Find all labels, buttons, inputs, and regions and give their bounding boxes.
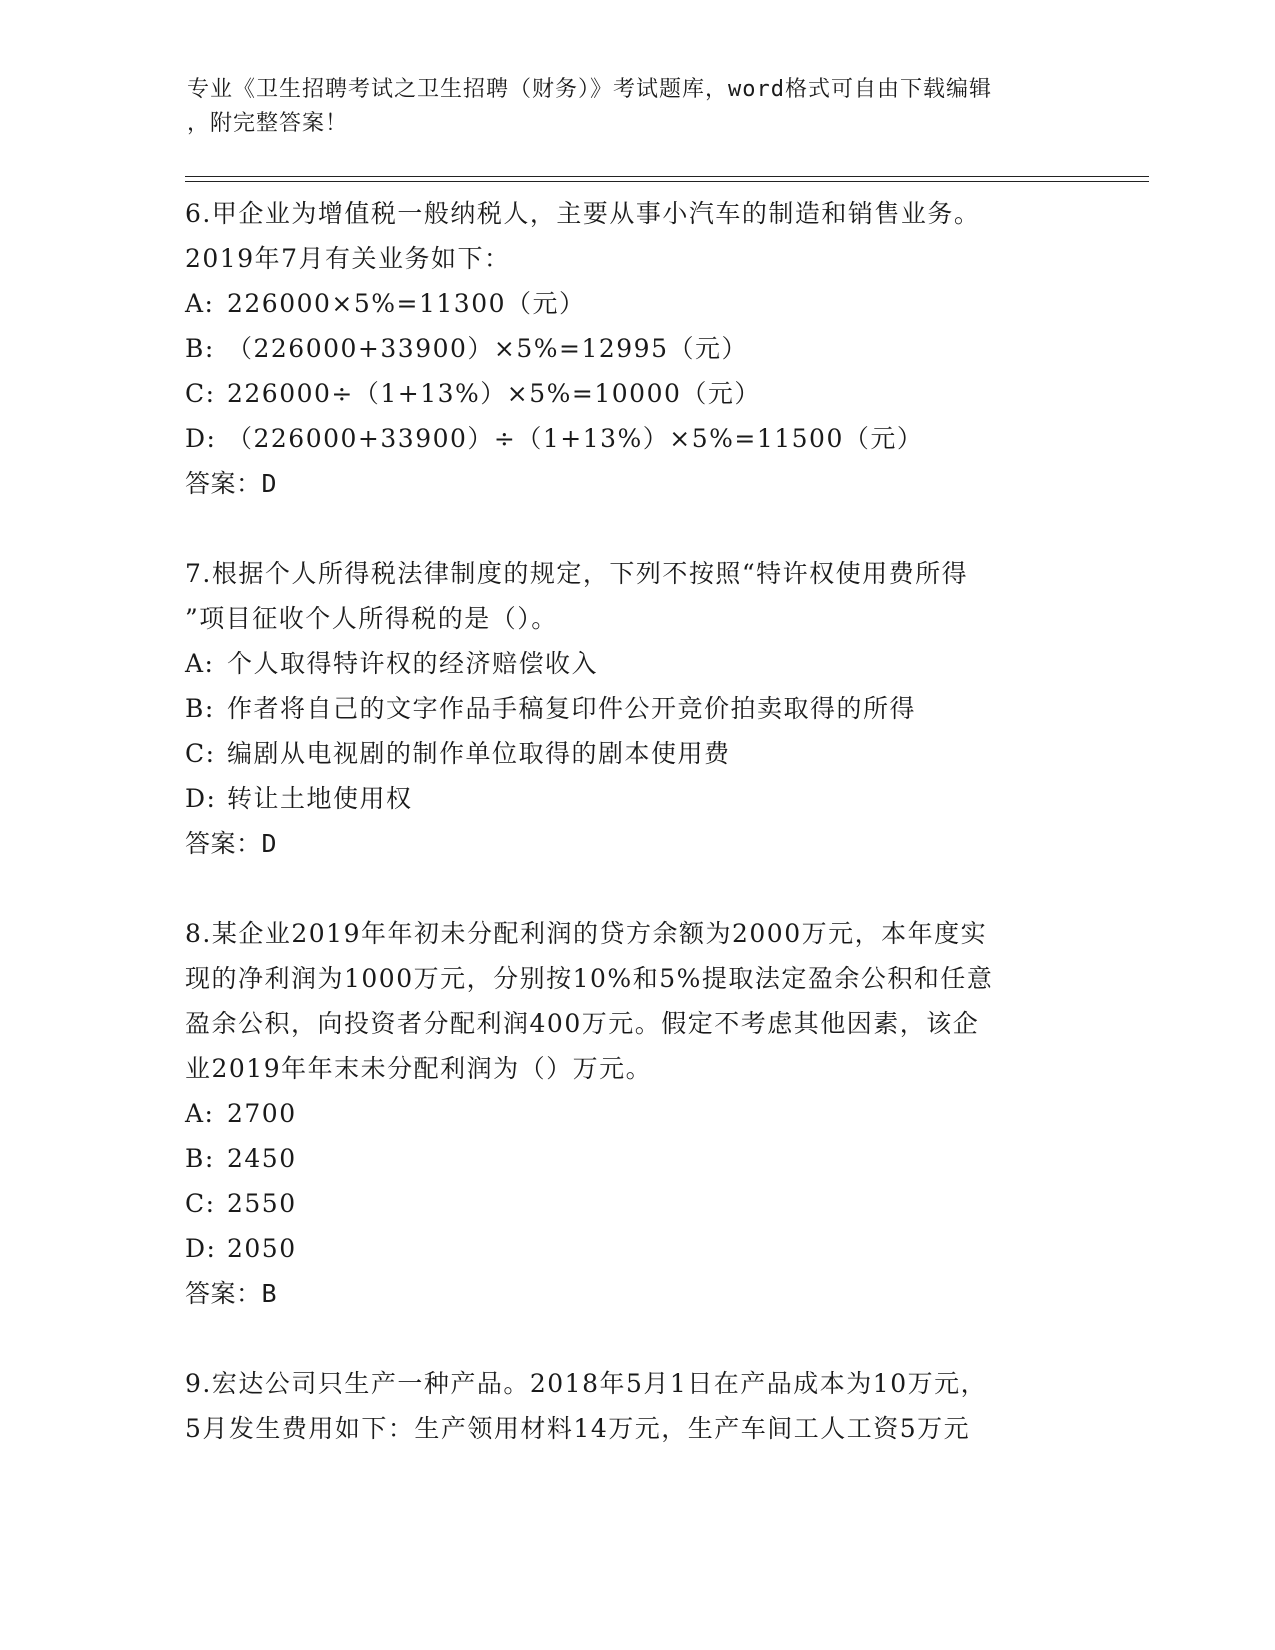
option-text: 226000×5%=11300（元） xyxy=(227,289,586,318)
option-c xyxy=(185,1181,1085,1226)
question-stem-line: 盈余公积，向投资者分配利润400万元。假定不考虑其他因素，该企 xyxy=(185,1009,980,1038)
document-header xyxy=(187,73,1087,141)
question-stem-line: 9.宏达公司只生产一种产品。2018年5月1日在产品成本为10万元， xyxy=(185,1369,988,1398)
option-text: 2450 xyxy=(227,1144,297,1173)
option-text: （226000+33900）×5%=12995（元） xyxy=(227,334,748,363)
option-a xyxy=(185,641,1085,686)
answer-line: 答案：D xyxy=(185,469,278,498)
option-label: A: xyxy=(185,1099,215,1128)
option-a xyxy=(185,1091,1085,1136)
option-d xyxy=(185,1226,1085,1271)
question-9 xyxy=(185,1361,1085,1451)
question-stem-line: 现的净利润为1000万元，分别按10%和5%提取法定盈余公积和任意 xyxy=(185,964,994,993)
question-7 xyxy=(185,551,1085,866)
option-label: A: xyxy=(185,289,215,318)
option-text: 2050 xyxy=(227,1234,297,1263)
option-label: C: xyxy=(185,379,216,408)
question-stem-line: 6.甲企业为增值税一般纳税人，主要从事小汽车的制造和销售业务。 xyxy=(185,199,981,228)
option-d xyxy=(185,416,1085,461)
header-divider-bottom xyxy=(185,181,1149,182)
option-text: 个人取得特许权的经济赔偿收入 xyxy=(227,649,599,678)
answer-line: 答案：B xyxy=(185,1279,278,1308)
question-8 xyxy=(185,911,1085,1316)
option-text: 2700 xyxy=(227,1099,297,1128)
question-6 xyxy=(185,191,1085,506)
header-line-2: ，附完整答案！ xyxy=(187,111,349,136)
option-b xyxy=(185,326,1085,371)
option-label: C: xyxy=(185,739,216,768)
option-b xyxy=(185,686,1085,731)
option-b xyxy=(185,1136,1085,1181)
option-text: 2550 xyxy=(227,1189,297,1218)
option-label: D: xyxy=(185,784,217,813)
option-text: （226000+33900）÷（1+13%）×5%=11500（元） xyxy=(227,424,924,453)
question-stem-line: ”项目征收个人所得税的是（）。 xyxy=(185,604,558,633)
question-stem-line: 业2019年年末未分配利润为（）万元。 xyxy=(185,1054,653,1083)
option-text: 作者将自己的文字作品手稿复印件公开竞价拍卖取得的所得 xyxy=(227,694,917,723)
option-label: D: xyxy=(185,424,217,453)
question-stem-line: 5月发生费用如下：生产领用材料14万元，生产车间工人工资5万元 xyxy=(185,1414,971,1443)
header-line-1: 专业《卫生招聘考试之卫生招聘（财务）》考试题库，word格式可自由下载编辑 xyxy=(187,77,992,102)
option-text: 转让土地使用权 xyxy=(227,784,413,813)
option-a xyxy=(185,281,1085,326)
question-list xyxy=(185,191,1085,1496)
option-label: B: xyxy=(185,334,215,363)
header-divider-top xyxy=(185,176,1149,177)
answer-line: 答案：D xyxy=(185,829,278,858)
option-c xyxy=(185,731,1085,776)
option-text: 编剧从电视剧的制作单位取得的剧本使用费 xyxy=(227,739,731,768)
question-stem-line: 8.某企业2019年年初未分配利润的贷方余额为2000万元，本年度实 xyxy=(185,919,988,948)
question-stem-line: 7.根据个人所得税法律制度的规定，下列不按照“特许权使用费所得 xyxy=(185,559,969,588)
option-label: A: xyxy=(185,649,215,678)
option-label: D: xyxy=(185,1234,217,1263)
option-label: C: xyxy=(185,1189,216,1218)
option-text: 226000÷（1+13%）×5%=10000（元） xyxy=(227,379,761,408)
option-d xyxy=(185,776,1085,821)
question-stem-line: 2019年7月有关业务如下： xyxy=(185,244,511,273)
option-c xyxy=(185,371,1085,416)
option-label: B: xyxy=(185,694,215,723)
option-label: B: xyxy=(185,1144,215,1173)
